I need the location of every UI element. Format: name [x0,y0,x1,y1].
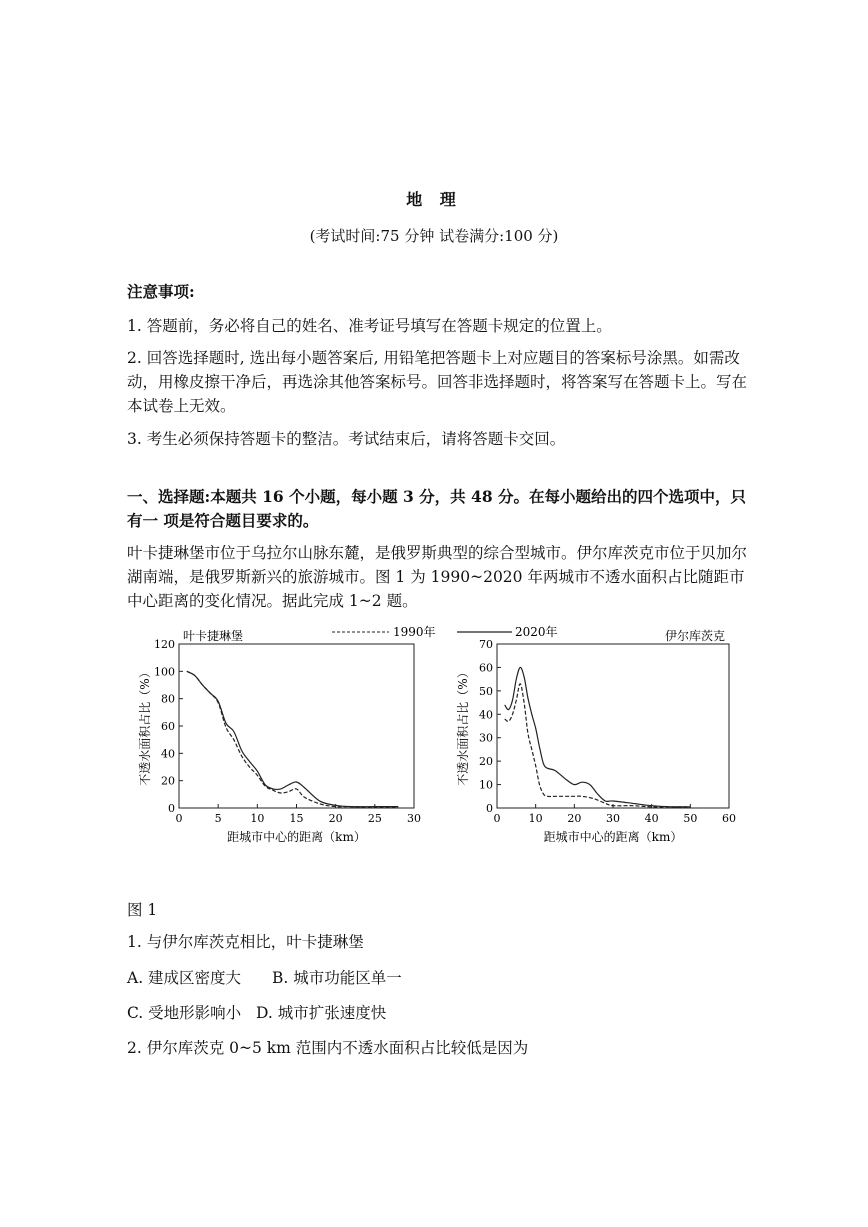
exam-title: 地 理 [406,190,462,209]
x-tick-label-1: 30 [606,812,620,825]
y-axis-label-0: 不透水面积占比（%） [138,666,152,786]
y-tick-label-1: 10 [479,778,493,792]
figure-1-svg [127,622,747,857]
y-tick-label-0: 0 [168,802,175,815]
x-tick-label-0: 30 [407,812,421,825]
x-tick-label-0: 25 [367,812,382,825]
y-tick-label-1: 20 [479,755,493,769]
question-2-stem: 2. 伊尔库茨克 0~5 km 范围内不透水面积占比较低是因为 [127,1039,529,1057]
y-tick-label-0: 120 [154,638,175,651]
legend-1990-label: 1990年 [393,625,436,639]
x-tick-label-0: 15 [289,812,304,825]
y-tick-label-0: 20 [161,774,175,788]
x-tick-label-1: 20 [567,812,582,825]
x-tick-label-0: 20 [328,812,343,825]
x-tick-label-0: 0 [175,812,183,825]
notice-item-3: 3. 考生必须保持答题卡的整洁。考试结束后，请将答题卡交回。 [127,430,566,448]
y-tick-label-0: 40 [161,747,175,761]
figure-caption: 图 1 [127,901,158,919]
exam-subtitle: (考试时间:75 分钟 试卷满分:100 分) [309,227,559,245]
series-1990年-line-1 [505,684,691,807]
notice-item-2: 2. 回答选择题时, 选出每小题答案后, 用铅笔把答题卡上对应题目的答案标号涂黑。如需改动，用橡皮擦干净后，再选涂其他答案标号。回答非选择题时，将答案写在答题卡上。写在本试卷上无效。 [127,349,748,415]
x-axis-label-0: 距城市中心的距离（km） [227,830,366,844]
x-tick-label-1: 10 [528,812,543,825]
x-tick-label-1: 0 [493,812,501,825]
intro-paragraph: 叶卡捷琳堡市位于乌拉尔山脉东麓，是俄罗斯典型的综合型城市。伊尔库茨克市位于贝加尔湖南端，是俄罗斯新兴的旅游城市。图 1 为 1990~2020 年两城市不透水面积占比随距市中心距离的变化情况。据此完成 1~2 题。 [127,544,748,610]
y-tick-label-1: 0 [486,802,493,815]
x-tick-label-1: 50 [683,812,698,825]
question-1-stem: 1. 与伊尔库茨克相比，叶卡捷琳堡 [127,933,364,951]
plot-frame-1 [497,644,729,808]
y-tick-label-0: 80 [161,692,175,706]
section-heading: 一、选择题:本题共 16 个小题，每小题 3 分，共 48 分。在每小题给出的四个选项中，只有一 项是符合题目要求的。 [127,487,747,530]
figure-1 [127,622,747,857]
chart-title-1: 伊尔库茨克 [664,629,725,643]
x-tick-label-0: 5 [214,812,222,825]
y-tick-label-1: 60 [479,661,493,675]
x-tick-label-0: 10 [250,812,265,825]
chart-yekaterinburg [137,628,421,844]
notice-item-1: 1. 答题前，务必将自己的姓名、准考证号填写在答题卡规定的位置上。 [127,317,612,335]
y-tick-label-1: 30 [479,731,493,745]
question-1-option-a: A. 建成区密度大 [127,969,242,987]
series-2020年-line-1 [505,667,691,807]
plot-frame-0 [179,644,414,808]
chart-title-0: 叶卡捷琳堡 [183,629,244,643]
chart-irkutsk [455,628,736,844]
y-tick-label-0: 100 [154,665,175,679]
question-1-option-c: C. 受地形影响小 [127,1004,242,1022]
x-tick-label-1: 60 [722,812,736,825]
x-axis-label-1: 距城市中心的距离（km） [543,830,683,844]
series-1990年-line-0 [187,671,398,807]
y-axis-label-1: 不透水面积占比（%） [456,666,470,786]
question-1-option-b: B. 城市功能区单一 [272,969,402,987]
y-tick-label-0: 60 [161,720,175,733]
notice-heading: 注意事项: [127,282,195,301]
x-tick-label-1: 40 [644,812,659,825]
question-1-option-d: D. 城市扩张速度快 [256,1004,387,1022]
series-2020年-line-0 [187,671,398,806]
legend-2020-label: 2020年 [515,625,558,639]
y-tick-label-1: 70 [479,638,493,651]
y-tick-label-1: 40 [479,708,493,722]
y-tick-label-1: 50 [479,684,493,698]
